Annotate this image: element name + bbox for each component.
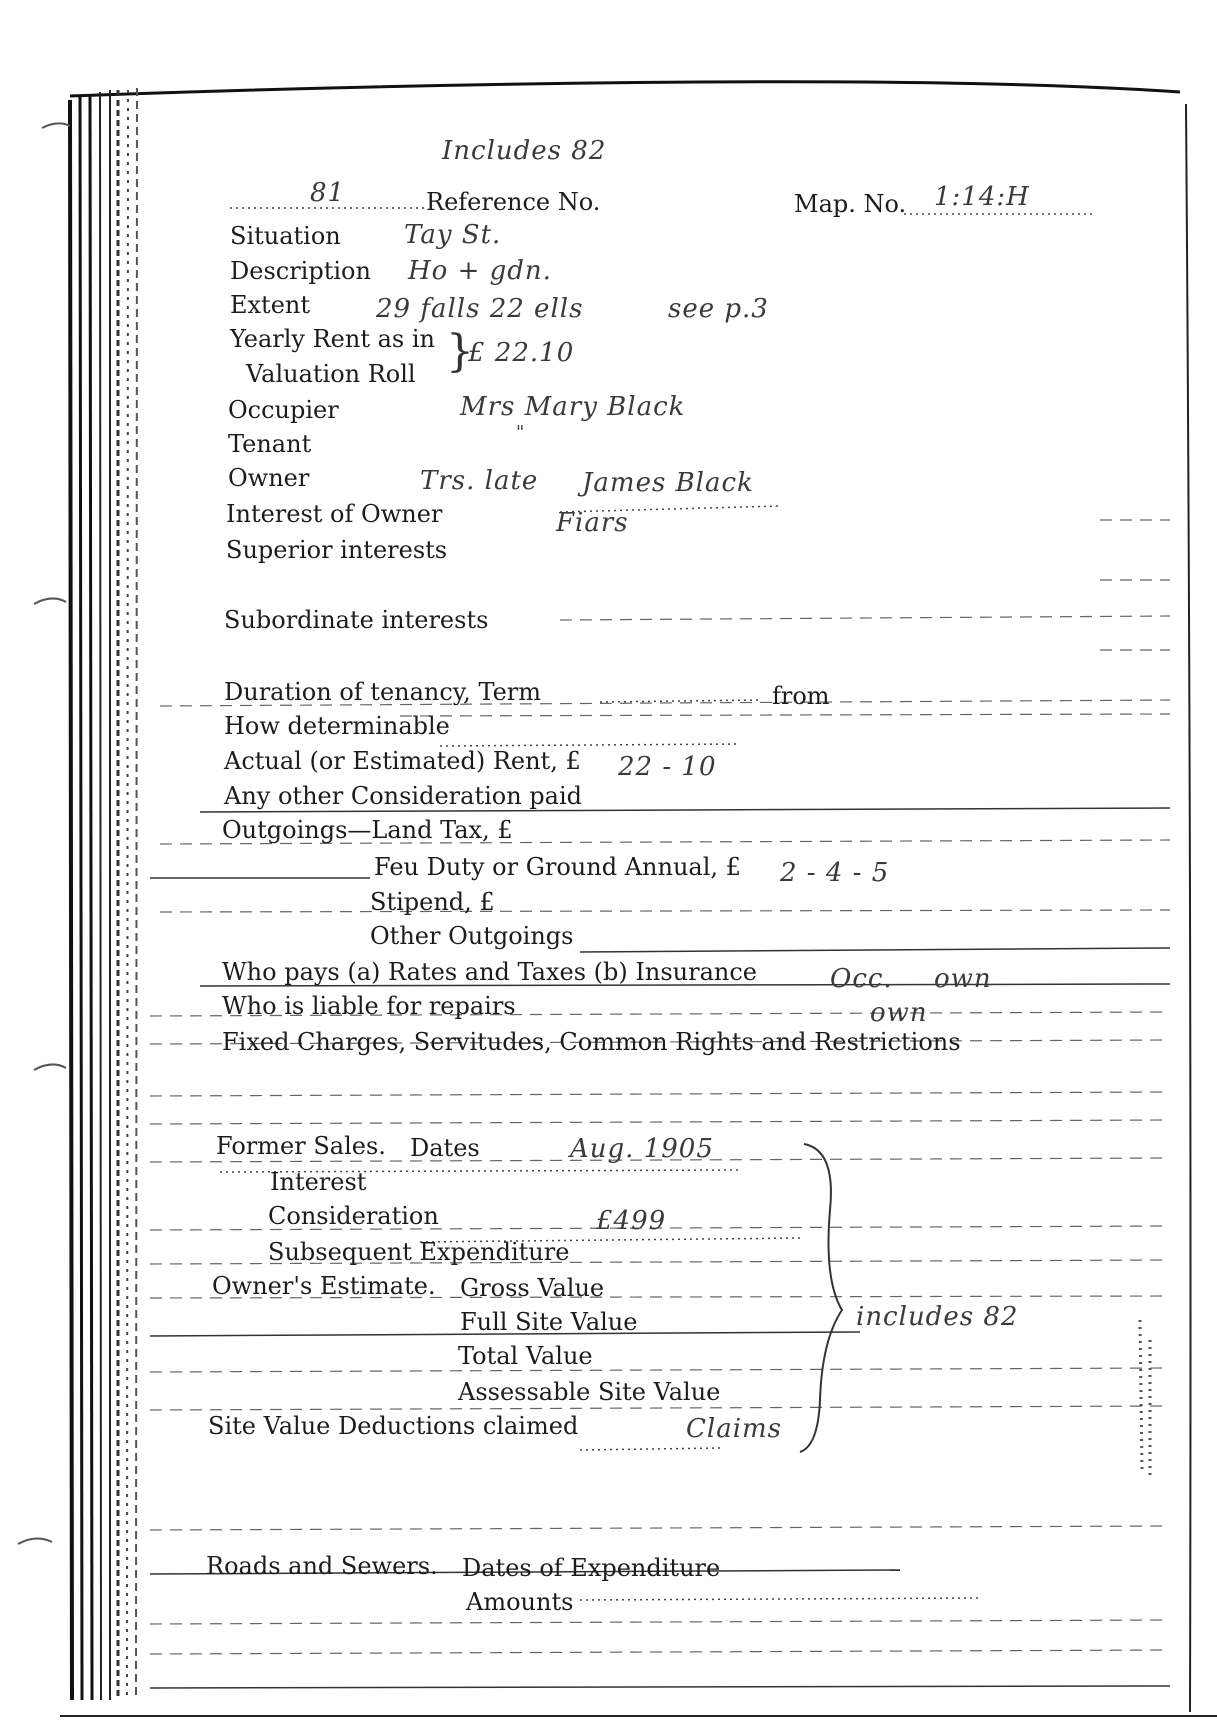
- reference-no-label: Reference No.: [426, 188, 601, 216]
- owners-estimate-label: Owner's Estimate.: [212, 1272, 436, 1300]
- repairs-label: Who is liable for repairs: [222, 992, 516, 1020]
- how-determinable-label: How determinable: [224, 712, 450, 740]
- dates-of-expenditure-label: Dates of Expenditure: [462, 1554, 721, 1582]
- assessable-site-value-label: Assessable Site Value: [458, 1378, 721, 1406]
- who-pays-label: Who pays (a) Rates and Taxes (b) Insurance: [222, 958, 757, 986]
- handwritten-includes-side-note: includes 82: [856, 1302, 1019, 1332]
- duration-of-tenancy-label: Duration of tenancy, Term: [224, 678, 542, 706]
- fixed-charges-label: Fixed Charges, Servitudes, Common Rights and Restrictions: [222, 1028, 961, 1056]
- situation-label: Situation: [230, 222, 341, 250]
- handwritten-insurance: own: [934, 964, 992, 994]
- extent-label: Extent: [230, 291, 311, 319]
- roads-and-sewers-label: Roads and Sewers.: [206, 1552, 438, 1580]
- feu-duty-label: Feu Duty or Ground Annual, £: [374, 853, 741, 881]
- other-consideration-label: Any other Consideration paid: [224, 782, 583, 810]
- total-value-label: Total Value: [458, 1342, 593, 1370]
- occupier-label: Occupier: [228, 396, 339, 424]
- handwritten-reference-number: 81: [310, 178, 346, 208]
- description-label: Description: [230, 257, 371, 285]
- outgoings-land-tax-label: Outgoings—Land Tax, £: [222, 816, 513, 844]
- full-site-value-label: Full Site Value: [460, 1308, 638, 1336]
- handwritten-owner-trustees: Trs. late: [420, 466, 539, 496]
- yearly-rent-label: Yearly Rent as in: [230, 325, 435, 353]
- rent-brace-glyph: }: [446, 326, 474, 377]
- handwritten-extent: 29 falls 22 ells: [376, 294, 584, 324]
- handwritten-claims: Claims: [686, 1414, 783, 1444]
- sale-interest-label: Interest: [270, 1168, 367, 1196]
- owner-label: Owner: [228, 464, 310, 492]
- subsequent-expenditure-label: Subsequent Expenditure: [268, 1238, 570, 1266]
- tenant-label: Tenant: [228, 430, 312, 458]
- handwritten-sale-date: Aug. 1905: [570, 1134, 714, 1164]
- other-outgoings-label: Other Outgoings: [370, 922, 574, 950]
- sale-dates-label: Dates: [410, 1134, 480, 1162]
- interest-of-owner-label: Interest of Owner: [226, 500, 443, 528]
- handwritten-owner-name: James Black: [582, 468, 754, 498]
- handwritten-interest-of-owner: Fiars: [556, 508, 629, 538]
- stipend-label: Stipend, £: [370, 888, 495, 916]
- from-label: from: [772, 682, 830, 710]
- superior-interests-label: Superior interests: [226, 536, 448, 564]
- handwritten-situation: Tay St.: [404, 220, 502, 250]
- handwritten-description: Ho + gdn.: [408, 256, 552, 286]
- handwritten-yearly-rent: £ 22.10: [468, 338, 575, 368]
- handwritten-brace: [796, 1140, 856, 1460]
- former-sales-label: Former Sales.: [216, 1132, 386, 1160]
- handwritten-map-number: 1:14:H: [934, 182, 1030, 212]
- handwritten-actual-rent: 22 - 10: [618, 752, 717, 782]
- map-no-label: Map. No.: [794, 190, 907, 218]
- handwritten-tenant-ditto: ": [516, 422, 526, 443]
- valuation-roll-label: Valuation Roll: [246, 360, 416, 388]
- handwritten-occupier: Mrs Mary Black: [460, 392, 686, 422]
- sale-consideration-label: Consideration: [268, 1202, 439, 1230]
- handwritten-consideration: £499: [596, 1206, 667, 1236]
- subordinate-interests-label: Subordinate interests: [224, 606, 489, 634]
- site-value-deductions-label: Site Value Deductions claimed: [208, 1412, 579, 1440]
- handwritten-extent-note: see p.3: [668, 294, 769, 324]
- handwritten-includes-note: Includes 82: [442, 136, 607, 166]
- amounts-label: Amounts: [466, 1588, 574, 1616]
- actual-rent-label: Actual (or Estimated) Rent, £: [224, 747, 581, 775]
- handwritten-rates-taxes: Occ.: [830, 964, 893, 994]
- handwritten-repairs: own: [870, 998, 928, 1028]
- handwritten-feu-duty: 2 - 4 - 5: [780, 858, 890, 888]
- gross-value-label: Gross Value: [460, 1274, 605, 1302]
